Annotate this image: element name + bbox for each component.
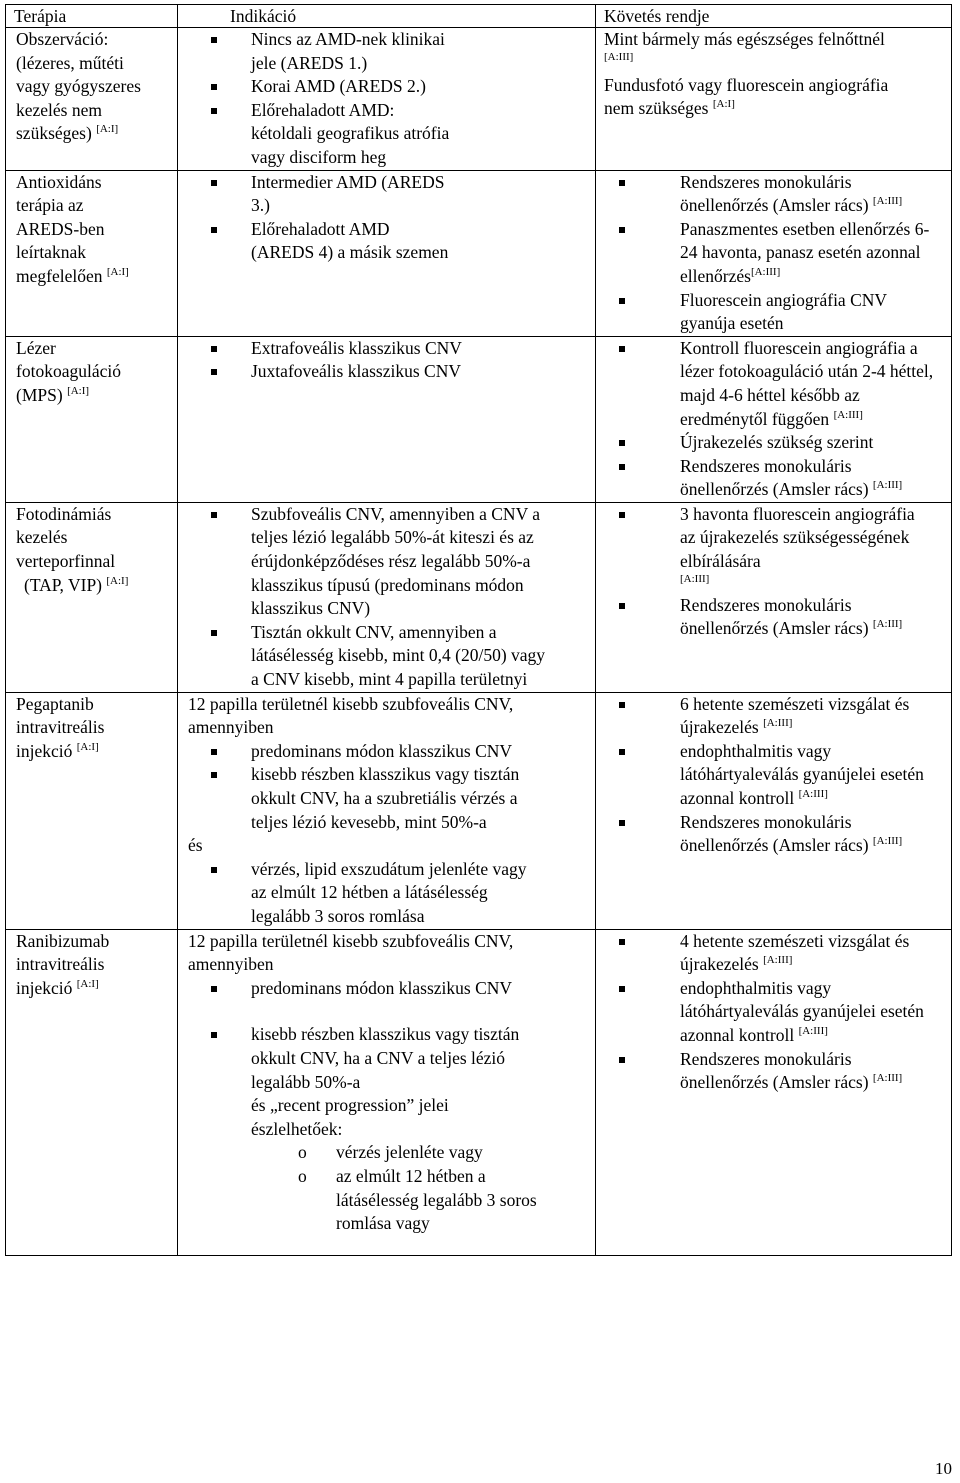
list-item: Fluorescein angiográfia CNV gyanúja esetén (596, 289, 937, 336)
indication-cell: 12 papilla területnél kisebb szubfoveális CNV, amennyiben predominans módon klasszikus CNV kisebb részben klasszikus vagy tisztán okkult CNV, ha a szubretiális vérzés a teljes lézió kevesebb, mint 50%-a és vérzés, lipid exszudátum jelenléte vagy az elmúlt 12 hétben a látásélesség legalább 3 soros romlása (178, 692, 596, 929)
list-item: Rendszeres monokuláris önellenőrzés (Amsler rács) [A:III] (596, 811, 937, 858)
evidence-ref: [A:I] (712, 98, 735, 111)
list-item: Kontroll fluorescein angiográfia a lézer fotokoaguláció után 2-4 héttel, majd 4-6 héttel később az eredménytől függően [A:III] (596, 337, 941, 431)
list-item: o az elmúlt 12 hétben a látásélesség legalább 3 soros romlása vagy (188, 1165, 565, 1236)
evidence-ref: [A:I] (76, 977, 99, 990)
header-row (6, 5, 952, 28)
list-item: 3 havonta fluorescein angiográfia az újrakezelés szükségességének elbírálására [A:III] (596, 503, 931, 586)
list-item: kisebb részben klasszikus vagy tisztán okkult CNV, ha a szubretiális vérzés a teljes lézió kevesebb, mint 50%-a (188, 763, 565, 834)
list-item: Rendszeres monokuláris önellenőrzés (Amsler rács) [A:III] (596, 171, 937, 218)
table-row (6, 929, 952, 1255)
list-item: Rendszeres monokuláris önellenőrzés (Amsler rács) [A:III] (596, 455, 941, 502)
list-item: vérzés, lipid exszudátum jelenléte vagy az elmúlt 12 hétben a látásélesség legalább 3 soros romlása (188, 858, 565, 929)
evidence-ref: [A:I] (67, 384, 90, 397)
therapy-cell: Fotodinámiás kezelés verteporfinnal (TAP, VIP) [A:I] (6, 502, 178, 692)
list-item: 6 hetente szemészeti vizsgálat és újrakezelés [A:III] (596, 693, 937, 740)
list-item: Panaszmentes esetben ellenőrzés 6- 24 havonta, panasz esetén azonnal ellenőrzés[A:III] (596, 218, 937, 289)
list-item: Korai AMD (AREDS 2.) (188, 75, 455, 99)
list-item: Szubfoveális CNV, amennyiben a CNV a teljes lézió legalább 50%-át kiteszi és az érújdonképződéses rész legalább 50%-a klasszikus típusú (predominans módon klasszikus CNV) (188, 503, 555, 621)
table-row (6, 336, 952, 502)
header-followup: Követés rendje (596, 5, 952, 28)
list-item: Nincs az AMD-nek klinikai jele (AREDS 1.) (188, 28, 455, 75)
indication-cell (178, 170, 596, 336)
table-row (6, 170, 952, 336)
therapy-cell: Lézer fotokoaguláció (MPS) [A:I] (6, 336, 178, 502)
indication-cell (178, 28, 596, 171)
list-item: Extrafoveális klasszikus CNV (188, 337, 595, 361)
list-item: endophthalmitis vagy látóhártyaleválás gyanújelei esetén azonnal kontroll [A:III] (596, 977, 937, 1048)
indication-cell (178, 336, 596, 502)
header-indication: Indikáció (178, 5, 596, 28)
list-item: Juxtafoveális klasszikus CNV (188, 360, 595, 384)
therapy-cell: Pegaptanib intravitreális injekció [A:I] (6, 692, 178, 929)
list-item: Előrehaladott AMD: kétoldali geografikus atrófia vagy disciform heg (188, 99, 455, 170)
evidence-ref: [A:I] (106, 574, 129, 587)
list-item: Rendszeres monokuláris önellenőrzés (Amsler rács) [A:III] (596, 594, 931, 641)
list-item: endophthalmitis vagy látóhártyaleválás gyanújelei esetén azonnal kontroll [A:III] (596, 740, 937, 811)
followup-cell (596, 336, 952, 502)
list-item: 4 hetente szemészeti vizsgálat és újrakezelés [A:III] (596, 930, 937, 977)
therapy-cell: Obszerváció: (lézeres, műtéti vagy gyógyszeres kezelés nem szükséges) [A:I] (6, 28, 178, 171)
evidence-ref: [A:I] (96, 123, 119, 136)
followup-cell (596, 502, 952, 692)
indication-cell: 12 papilla területnél kisebb szubfoveális CNV, amennyiben predominans módon klasszikus CNV kisebb részben klasszikus vagy tisztán okkult CNV, ha a CNV a teljes lézió legalább 50%-a és „recent progression” jelei észlelhetőek: o vérzés jelenléte vagy o az elmúlt 12 hétben a látásélesség legalább 3 soros romlása vagy (178, 929, 596, 1255)
followup-cell (596, 929, 952, 1255)
therapy-cell: Antioxidáns terápia az AREDS-ben leírtaknak megfelelően [A:I] (6, 170, 178, 336)
evidence-ref: [A:I] (76, 740, 99, 753)
list-item: predominans módon klasszikus CNV (188, 977, 565, 1001)
evidence-ref: [A:III] (604, 50, 634, 63)
followup-cell (596, 692, 952, 929)
list-item: Tisztán okkult CNV, amennyiben a látásélesség kisebb, mint 0,4 (20/50) vagy a CNV kisebb, mint 4 papilla területnyi (188, 621, 555, 692)
indication-cell (178, 502, 596, 692)
list-item: Újrakezelés szükség szerint (596, 431, 941, 455)
header-therapy: Terápia (6, 5, 178, 28)
table-row (6, 692, 952, 929)
therapy-cell: Ranibizumab intravitreális injekció [A:I] (6, 929, 178, 1255)
list-item: Előrehaladott AMD (AREDS 4) a másik szemen (188, 218, 455, 265)
list-item: Rendszeres monokuláris önellenőrzés (Amsler rács) [A:III] (596, 1048, 937, 1095)
followup-cell (596, 170, 952, 336)
table-row (6, 28, 952, 171)
page-number: 10 (935, 1459, 952, 1479)
list-item: predominans módon klasszikus CNV (188, 740, 565, 764)
table-row (6, 502, 952, 692)
followup-cell: Mint bármely más egészséges felnőttnél [A:III] Fundusfotó vagy fluorescein angiográfia nem szükséges [A:I] (596, 28, 952, 171)
list-item: Intermedier AMD (AREDS 3.) (188, 171, 455, 218)
list-item: o vérzés jelenléte vagy (188, 1141, 565, 1165)
therapy-table (5, 4, 952, 1256)
evidence-ref: [A:I] (106, 265, 129, 278)
list-item: kisebb részben klasszikus vagy tisztán okkult CNV, ha a CNV a teljes lézió legalább 50%-a (188, 1023, 565, 1094)
